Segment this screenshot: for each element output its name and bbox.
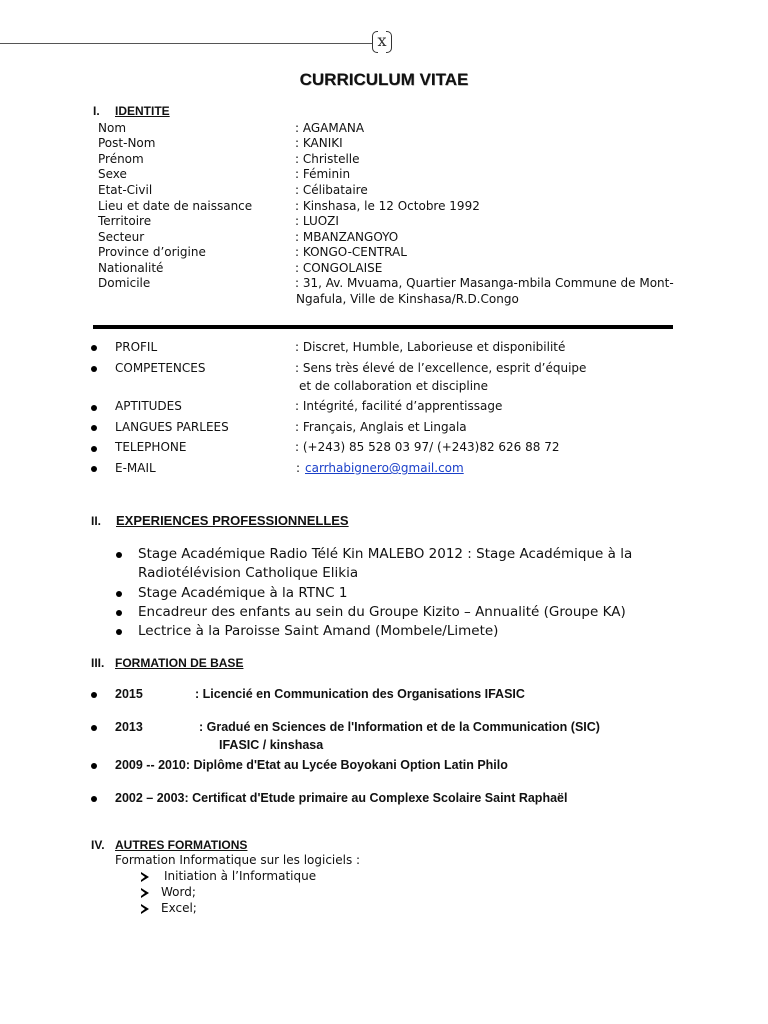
bullet [91,425,97,431]
formation-year: 2013 [115,720,143,734]
identity-value: : Christelle [295,152,360,166]
section-number-experiences: II. [91,514,102,528]
autres-item: Excel; [161,901,197,915]
profile-value: : Français, Anglais et Lingala [295,420,467,434]
identity-label: Nom [98,121,127,135]
profile-label: E-MAIL [115,461,156,475]
identity-value: : CONGOLAISE [295,261,383,275]
identity-label: Secteur [98,230,145,244]
section-title-autres: AUTRES FORMATIONS [115,838,248,852]
section-divider [93,325,673,329]
header-mark: x [372,29,392,53]
identity-value: : AGAMANA [295,121,365,135]
section-number-identite: I. [93,104,100,118]
header-rule [0,43,372,44]
identity-value: : KONGO-CENTRAL [295,245,407,259]
identity-label: Prénom [98,152,144,166]
identity-value: : Kinshasa, le 12 Octobre 1992 [295,199,480,213]
profile-label: TELEPHONE [115,440,187,454]
experience-item: Stage Académique Radio Télé Kin MALEBO 2012 : Stage Académique à la [138,546,633,562]
bullet [91,366,97,372]
bullet [116,552,122,558]
bullet [91,796,97,802]
bullet [116,610,122,616]
email-colon: : [296,461,301,475]
autres-item: Initiation à l’Informatique [164,869,317,883]
bullet [91,725,97,731]
identity-label: Sexe [98,167,127,181]
profile-value: : (+243) 85 528 03 97/ (+243)82 626 88 72 [295,440,560,454]
formation-item: 2002 – 2003: Certificat d'Etude primaire au Complexe Scolaire Saint Raphaël [115,791,568,805]
identity-value: : MBANZANGOYO [295,230,399,244]
identity-label: Lieu et date de naissance [98,199,253,213]
arrow-bullet-icon [141,872,149,882]
identity-value-continued: Ngafula, Ville de Kinshasa/R.D.Congo [296,292,519,306]
section-title-experiences: EXPERIENCES PROFESSIONNELLES [116,513,349,528]
profile-label: APTITUDES [115,399,182,413]
formation-text: : Licencié en Communication des Organisations IFASIC [195,687,525,701]
identity-value: : LUOZI [295,214,339,228]
identity-label: Etat-Civil [98,183,153,197]
section-title-formation: FORMATION DE BASE [115,656,244,670]
profile-value: : Discret, Humble, Laborieuse et disponibilité [295,340,566,354]
identity-label: Territoire [98,214,152,228]
experience-item-continued: Radiotélévision Catholique Elikia [138,565,359,581]
arrow-bullet-icon [141,888,149,898]
identity-value: : Féminin [295,167,351,181]
formation-text-continued: IFASIC / kinshasa [219,738,324,752]
identity-value: : 31, Av. Mvuama, Quartier Masanga-mbila Commune de Mont- [295,276,674,290]
bullet [91,763,97,769]
experience-item: Lectrice à la Paroisse Saint Amand (Mombele/Limete) [138,623,499,639]
identity-label: Nationalité [98,261,164,275]
autres-intro: Formation Informatique sur les logiciels : [115,853,361,867]
identity-label: Domicile [98,276,151,290]
bullet [116,629,122,635]
profile-label: PROFIL [115,340,158,354]
bullet [91,466,97,472]
arrow-bullet-icon [141,904,149,914]
bullet [91,345,97,351]
identity-value: : KANIKI [295,136,343,150]
section-number-autres: IV. [91,838,105,852]
bullet [91,692,97,698]
bullet [91,405,97,411]
email-link[interactable]: carrhabignero@gmail.com [305,461,464,475]
identity-value: : Célibataire [295,183,368,197]
profile-label: LANGUES PARLEES [115,420,229,434]
experience-item: Encadreur des enfants au sein du Groupe Kizito – Annualité (Groupe KA) [138,604,626,620]
identity-label: Province d’origine [98,245,206,259]
profile-value: : Sens très élevé de l’excellence, esprit d’équipe [295,361,587,375]
autres-item: Word; [161,885,196,899]
section-number-formation: III. [91,656,105,670]
formation-text: : Gradué en Sciences de l'Information et de la Communication (SIC) [199,720,600,734]
experience-item: Stage Académique à la RTNC 1 [138,585,348,601]
section-title-identite: IDENTITE [115,104,170,118]
page-title: CURRICULUM VITAE [299,70,469,89]
profile-value-continued: et de collaboration et discipline [299,379,489,393]
formation-item: 2009 -- 2010: Diplôme d'Etat au Lycée Boyokani Option Latin Philo [115,758,508,772]
bullet [91,446,97,452]
identity-label: Post-Nom [98,136,156,150]
formation-year: 2015 [115,687,143,701]
bullet [116,591,122,597]
profile-label: COMPETENCES [115,361,206,375]
profile-value: : Intégrité, facilité d’apprentissage [295,399,503,413]
